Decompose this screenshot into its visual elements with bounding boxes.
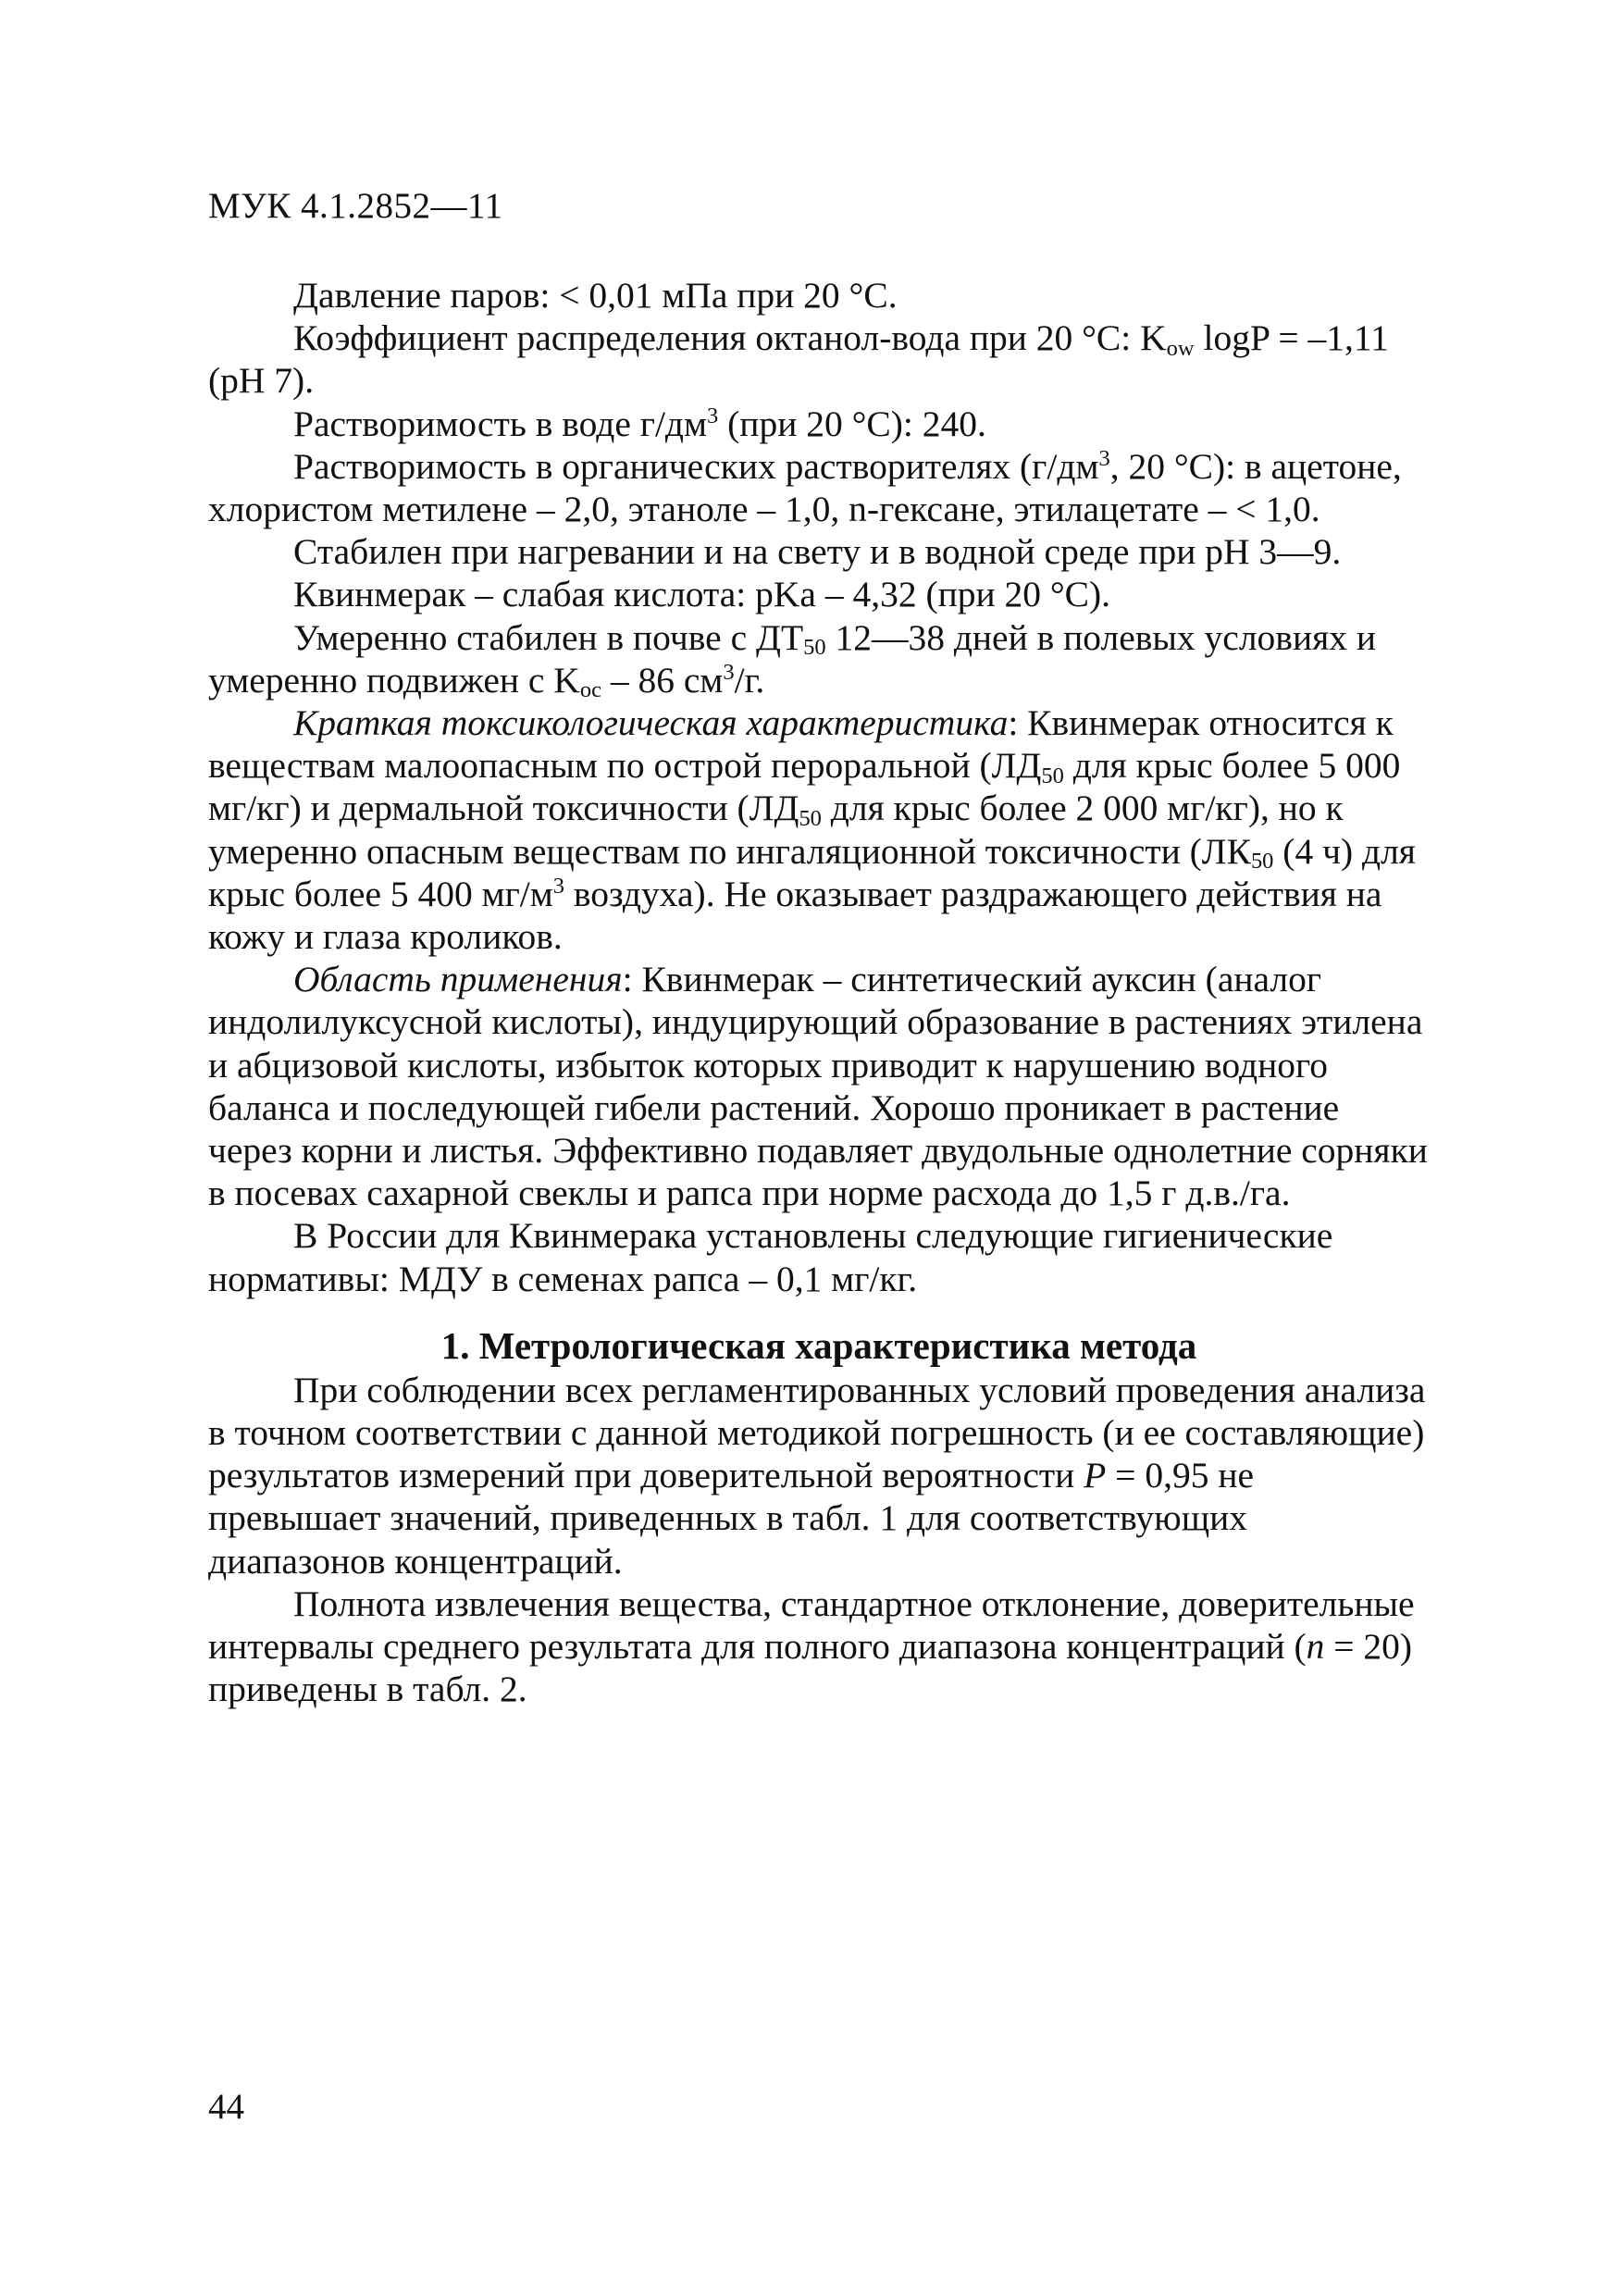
paragraph-acidity <box>208 573 1430 615</box>
tox-subscript-1: 50 <box>1041 763 1064 788</box>
section-heading-metrology: 1. Метрологическая характеристика метода <box>440 1323 1197 1367</box>
acidity-text: Квинмерак – слабая кислота: pKa – 4,32 (при 20 °С). <box>293 574 1111 615</box>
sol-org-text-b: , 20 °С): в ацетоне, хлористом метилене – 2,0, этаноле – 1,0, n-гексане, этилацетате – < 1,0. <box>208 445 1402 530</box>
soil-subscript-2: oc <box>579 677 601 703</box>
tox-subscript-2: 50 <box>799 805 822 831</box>
recovery-text-b: = 20) приведены в табл. 2. <box>208 1626 1413 1710</box>
recovery-variable-n: n <box>1306 1626 1325 1668</box>
sol-org-superscript: 3 <box>1098 446 1110 472</box>
soil-text-c: – 86 см <box>601 659 724 701</box>
tox-text-a: : Квинмерак относится к веществам малоопасным по острой пероральной (ЛД <box>208 702 1394 787</box>
paragraph-stability <box>208 530 1430 573</box>
paragraph-organic-solubility <box>208 445 1430 530</box>
page-number: 44 <box>208 2087 244 2127</box>
application-label: Область применения <box>293 959 623 1000</box>
paragraph-toxicology <box>208 701 1430 958</box>
application-text: : Квинмерак – синтетический ауксин (аналог индолилуксусной кислоты), индуцирующий образование в растениях этилена и абцизовой кислоты, избыток которых приводит к нарушению водного баланса и последующей гибели растений. Хорошо проникает в растение через корни и листья. Эффективно подавляет двудольные однолетние сорняки в посевах сахарной свеклы и рапса при норме расхода до 1,5 г д.в./га. <box>208 959 1428 1214</box>
tox-text-b: для крыс более 5 000 мг/кг) и дермальной токсичности (ЛД <box>208 745 1401 829</box>
recovery-text-a: Полнота извлечения вещества, стандартное отклонение, доверительные интервалы среднего результата для полного диапазона концентраций ( <box>208 1582 1415 1668</box>
norms-text: В России для Квинмерака установлены следующие гигиенические нормативы: МДУ в семенах рапса – 0,1 мг/кг. <box>208 1215 1333 1299</box>
paragraph-metrology-error <box>208 1369 1430 1582</box>
document-code-header: МУК 4.1.2852—11 <box>208 186 503 226</box>
tox-text-e: воздуха). Не оказывает раздражающего действия на кожу и глаза кроликов. <box>208 873 1382 958</box>
soil-subscript-1: 50 <box>803 635 826 660</box>
soil-text-b: 12—38 дней в полевых условиях и умеренно подвижен с K <box>208 616 1377 701</box>
metrology-text-a: При соблюдении всех регламентированных условий проведения анализа в точном соответствии с данной методикой погрешность (и ее составляющие) результатов измерений при доверительной вероятности <box>208 1369 1426 1496</box>
sol-water-text-b: (при 20 °С): 240. <box>718 403 986 444</box>
document-body <box>208 274 1430 1711</box>
paragraph-vapor-pressure <box>208 274 1430 316</box>
paragraph-hygienic-norms <box>208 1214 1430 1299</box>
paragraph-application-area <box>208 958 1430 1214</box>
metrology-variable-p: P <box>1084 1455 1107 1496</box>
soil-text-d: /г. <box>734 659 765 701</box>
paragraph-water-solubility <box>208 403 1430 445</box>
paragraph-soil-behavior <box>208 616 1430 701</box>
koef-subscript: ow <box>1166 335 1195 361</box>
sol-water-text-a: Растворимость в воде г/дм <box>293 403 708 444</box>
sol-water-superscript: 3 <box>707 403 719 429</box>
stability-text: Стабилен при нагревании и на свету и в водной среде при pH 3—9. <box>293 531 1342 573</box>
koef-text-a: Коэффициент распределения октанол-вода при 20 °С: K <box>293 317 1167 359</box>
paragraph-partition-coefficient <box>208 316 1430 402</box>
soil-text-a: Умеренно стабилен в почве с ДТ <box>293 616 804 658</box>
vapor-pressure-text: Давление паров: < 0,01 мПа при 20 °С. <box>293 275 898 316</box>
tox-subscript-3: 50 <box>1250 849 1274 875</box>
tox-text-d: (4 ч) для крыс более 5 400 мг/м <box>208 830 1416 914</box>
tox-text-c: для крыс более 2 000 мг/кг), но к умеренно опасным веществам по ингаляционной токсичности (ЛК <box>208 788 1344 872</box>
tox-superscript: 3 <box>552 874 565 900</box>
sol-org-text-a: Растворимость в органических растворителях (г/дм <box>293 445 1099 487</box>
toxicology-label: Краткая токсикологическая характеристика <box>293 702 1009 744</box>
paragraph-metrology-recovery <box>208 1582 1430 1711</box>
koef-text-b: logP = –1,11 (pH 7). <box>208 317 1389 402</box>
soil-superscript: 3 <box>723 660 735 686</box>
metrology-text-b: = 0,95 не превышает значений, приведенных в табл. 1 для соответствующих диапазонов концентраций. <box>208 1455 1254 1582</box>
